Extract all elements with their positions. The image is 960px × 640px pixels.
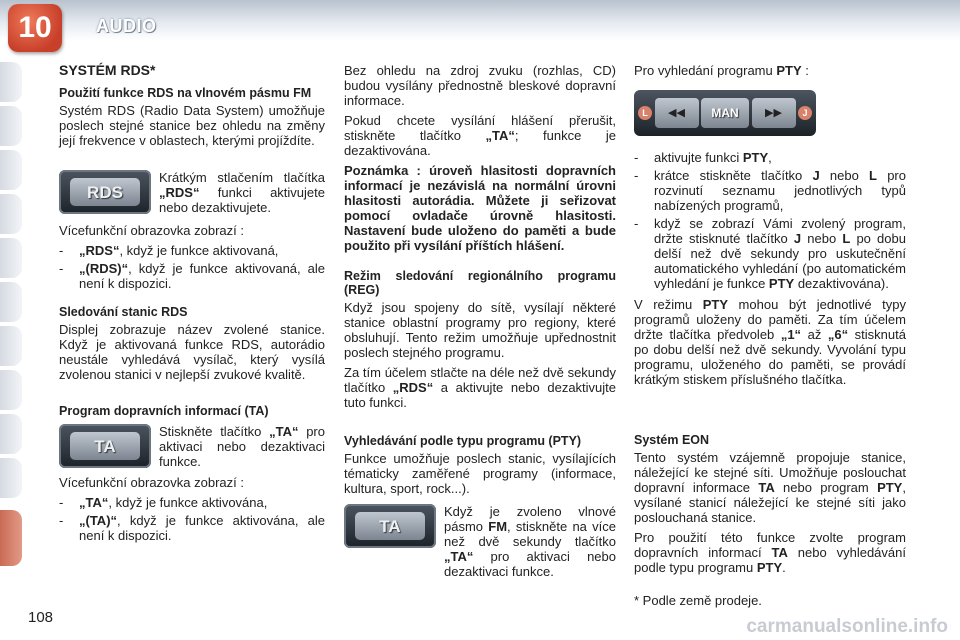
- rds-heading: Použití funkce RDS na vlnovém pásmu FM: [59, 86, 312, 100]
- side-tab-1[interactable]: [0, 62, 22, 102]
- eon-text: Tento systém vzájemně propojuje stanice, náležející ke stejné síti. Umožňuje poslouchat dopravní informace TA nebo program PTY, vysílané stanicí náležející ke stejné síti jako poslouchaná stanice.: [634, 450, 906, 525]
- page-number: 108: [28, 609, 54, 626]
- priority-text: Bez ohledu na zdroj zvuku (rozhlas, CD) budou vysílány přednostně bleskové dopravní informace.: [344, 63, 616, 108]
- chapter-badge: 10: [8, 4, 62, 52]
- ta-button-label-2: TA: [355, 512, 425, 540]
- column-2: [344, 63, 616, 579]
- column-1: [59, 63, 325, 546]
- rds-button-block: [59, 170, 325, 215]
- reg-text: Když jsou spojeny do sítě, vysílají některé stanice oblastní programy pro regiony, které obsluhují. Tento režim umožňuje upřednostnit poslech stejného programu.: [344, 300, 616, 360]
- side-tab-5[interactable]: [0, 238, 22, 278]
- tracking-text: Displej zobrazuje název zvolené stanice. Když je aktivovaná funkce RDS, autorádio neustále vyhledává vysílač, který vysílá zvolenou stanici v nejlepší zvukové kvalitě.: [59, 322, 325, 382]
- chapter-title: AUDIO: [96, 16, 157, 36]
- reg-activate-text: Za tím účelem stlačte na déle než dvě sekundy tlačítko „RDS“ a aktivujte nebo dezaktivujte tuto funkci.: [344, 365, 617, 410]
- display-intro-1: Vícefunkční obrazovka zobrazí :: [59, 223, 244, 238]
- forward-button: ▶▶: [752, 98, 796, 128]
- ta-fm-block: [344, 504, 616, 579]
- eon-usage-text: Pro použití této funkce zvolte program dopravních informací TA nebo vyhledávání podle typu programu PTY.: [634, 530, 906, 575]
- reg-heading: Režim sledování regionálního programu (REG): [344, 269, 616, 297]
- ta-button-image-2: [344, 504, 436, 548]
- pty-intro: Pro vyhledání programu PTY :: [634, 63, 809, 78]
- ta-button-text: Stiskněte tlačítko „TA“ pro aktivaci nebo dezaktivaci funkce.: [159, 424, 325, 469]
- pty-memory-text: V režimu PTY mohou být jednotlivé typy programů uloženy do paměti. Za tím účelem držte tlačítka předvoleb „1“ až „6“ stisknutá po dobu delší než dvě sekundy. Vyvolání typu programu, uloženého do paměti, se provádí krátkým stiskem příslušného tlačítka.: [634, 297, 906, 387]
- man-button: MAN: [701, 98, 749, 128]
- pty-heading: Vyhledávání podle typu programu (PTY): [344, 434, 582, 448]
- l-marker: L: [638, 106, 652, 120]
- ta-button-label: TA: [70, 432, 140, 460]
- footnote: * Podle země prodeje.: [634, 593, 762, 608]
- interrupt-text: Pokud chcete vysílání hlášení přerušit, stiskněte tlačítko „TA“; funkce je dezaktivována.: [344, 113, 616, 158]
- list-item: - „(RDS)“, když je funkce aktivovaná, ale není k dispozici.: [59, 261, 325, 291]
- display-intro-2: Vícefunkční obrazovka zobrazí :: [59, 475, 244, 490]
- side-tab-9[interactable]: [0, 414, 22, 454]
- side-tab-8[interactable]: [0, 370, 22, 410]
- rds-description: Systém RDS (Radio Data System) umožňuje poslech stejné stanice bez ohledu na změny její frekvence v oblastech, kterými projíždíte.: [59, 103, 325, 148]
- ta-heading: Program dopravních informací (TA): [59, 404, 269, 418]
- list-item: - když se zobrazí Vámi zvolený program, držte stisknuté tlačítko J nebo L po dobu delší než dvě sekundy pro uskutečnění automatického vyhledání (po automatickém vyhledání je funkce PTY dezaktivována).: [634, 216, 906, 291]
- ta-button-block: [59, 424, 325, 469]
- tracking-heading: Sledování stanic RDS: [59, 305, 188, 319]
- j-marker: J: [798, 106, 812, 120]
- rds-button-image: [59, 170, 151, 214]
- volume-note: Poznámka : úroveň hlasitosti dopravních informací je nezávislá na normální úrovni hlasitosti autorádia. Můžete ji seřizovat pomocí ovladače úrovně hlasitosti. Nastavení bude uloženo do paměti a bude použito při vysílání příštích hlášení.: [344, 163, 616, 253]
- page-header: [0, 0, 960, 52]
- rds-button-text: Krátkým stlačením tlačítka „RDS“ funkci aktivujete nebo dezaktivujete.: [159, 170, 325, 215]
- ta-button-image: [59, 424, 151, 468]
- column-3: [634, 63, 906, 613]
- pty-text: Funkce umožňuje poslech stanic, vysílajících tématicky zaměřené programy (informace, kultura, sport, rock...).: [344, 451, 616, 496]
- list-item: - „RDS“, když je funkce aktivovaná,: [59, 243, 279, 258]
- list-item: - „TA“, když je funkce aktivována,: [59, 495, 268, 510]
- side-tab-11-active[interactable]: [0, 510, 22, 566]
- side-tab-3[interactable]: [0, 150, 22, 190]
- side-tab-7[interactable]: [0, 326, 22, 366]
- control-panel-image: [634, 90, 816, 136]
- rewind-button: ◀◀: [655, 98, 699, 128]
- watermark: carmanualsonline.info: [746, 616, 948, 637]
- eon-heading: Systém EON: [634, 433, 710, 447]
- list-item: - krátce stiskněte tlačítko J nebo L pro rozvinutí seznamu jednotlivých typů nabízených programů,: [634, 168, 906, 213]
- list-item: - „(TA)“, když je funkce aktivována, ale není k dispozici.: [59, 513, 325, 543]
- list-item: - aktivujte funkci PTY,: [634, 150, 772, 165]
- ta-fm-text: Když je zvoleno vlnové pásmo FM, stiskněte na více než dvě sekundy tlačítko „TA“ pro aktivaci nebo dezaktivaci funkce.: [444, 504, 616, 579]
- side-tab-6[interactable]: [0, 282, 22, 322]
- section-title: SYSTÉM RDS*: [59, 62, 156, 78]
- side-tab-4[interactable]: [0, 194, 22, 234]
- side-tab-2[interactable]: [0, 106, 22, 146]
- side-tab-10[interactable]: [0, 458, 22, 498]
- rds-button-label: RDS: [70, 178, 140, 206]
